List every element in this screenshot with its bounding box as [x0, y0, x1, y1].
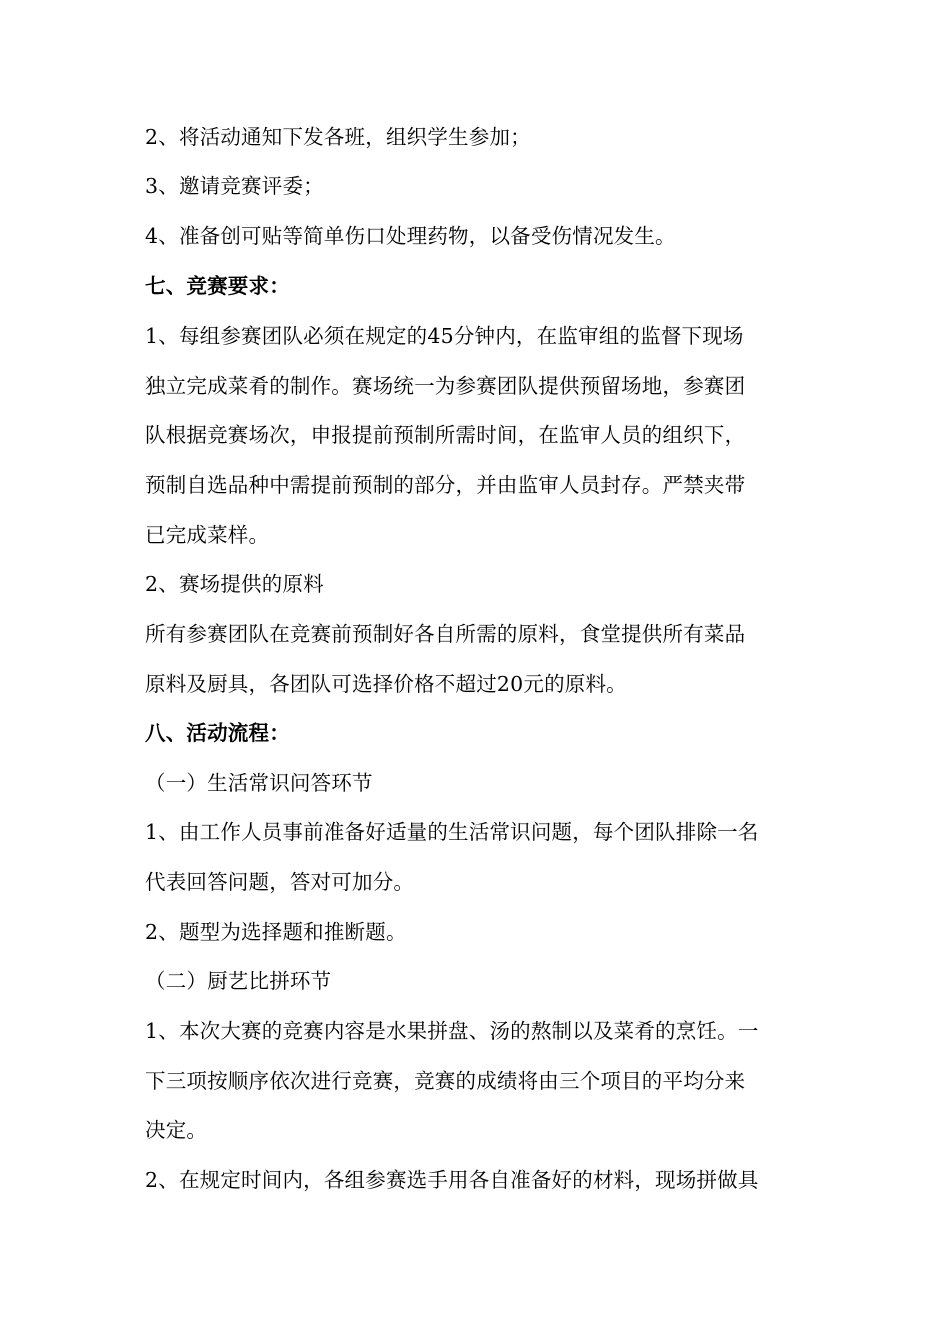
paragraph-line: 代表回答问题，答对可加分。	[145, 870, 415, 894]
section-heading-activity-flow: 八、活动流程：	[145, 721, 290, 745]
paragraph-line: 1、由工作人员事前准备好适量的生活常识问题，每个团队排除一名	[145, 820, 759, 844]
paragraph-line: 1、每组参赛团队必须在规定的45分钟内，在监审组的监督下现场	[145, 324, 744, 348]
paragraph-line: 已完成菜样。	[145, 523, 270, 547]
list-item-materials: 2、赛场提供的原料	[145, 572, 324, 596]
paragraph-line: 1、本次大赛的竞赛内容是水果拼盘、汤的熬制以及菜肴的烹饪。一	[145, 1019, 759, 1043]
paragraph-line: 原料及厨具，各团队可选择价格不超过20元的原料。	[145, 672, 627, 696]
list-item-question-types: 2、题型为选择题和推断题。	[145, 920, 407, 944]
list-item-notify-classes: 2、将活动通知下发各班，组织学生参加；	[145, 125, 531, 149]
subsection-heading-quiz: （一）生活常识问答环节	[145, 771, 373, 795]
list-item-invite-judges: 3、邀请竞赛评委；	[145, 174, 324, 198]
paragraph-line: 决定。	[145, 1118, 208, 1142]
paragraph-line: 2、在规定时间内，各组参赛选手用各自准备好的材料，现场拼做具	[145, 1168, 759, 1192]
list-item-prepare-bandages: 4、准备创可贴等简单伤口处理药物，以备受伤情况发生。	[145, 224, 676, 248]
paragraph-line: 下三项按顺序依次进行竞赛，竞赛的成绩将由三个项目的平均分来	[145, 1069, 746, 1093]
paragraph-line: 队根据竞赛场次，申报提前预制所需时间，在监审人员的组织下，	[145, 423, 746, 447]
section-heading-competition-requirements: 七、竞赛要求：	[145, 274, 290, 298]
paragraph-line: 预制自选品种中需提前预制的部分，并由监审人员封存。严禁夹带	[145, 473, 746, 497]
paragraph-line: 所有参赛团队在竞赛前预制好各自所需的原料，食堂提供所有菜品	[145, 622, 746, 646]
subsection-heading-cooking: （二）厨艺比拼环节	[145, 969, 332, 993]
paragraph-line: 独立完成菜肴的制作。赛场统一为参赛团队提供预留场地，参赛团	[145, 374, 746, 398]
